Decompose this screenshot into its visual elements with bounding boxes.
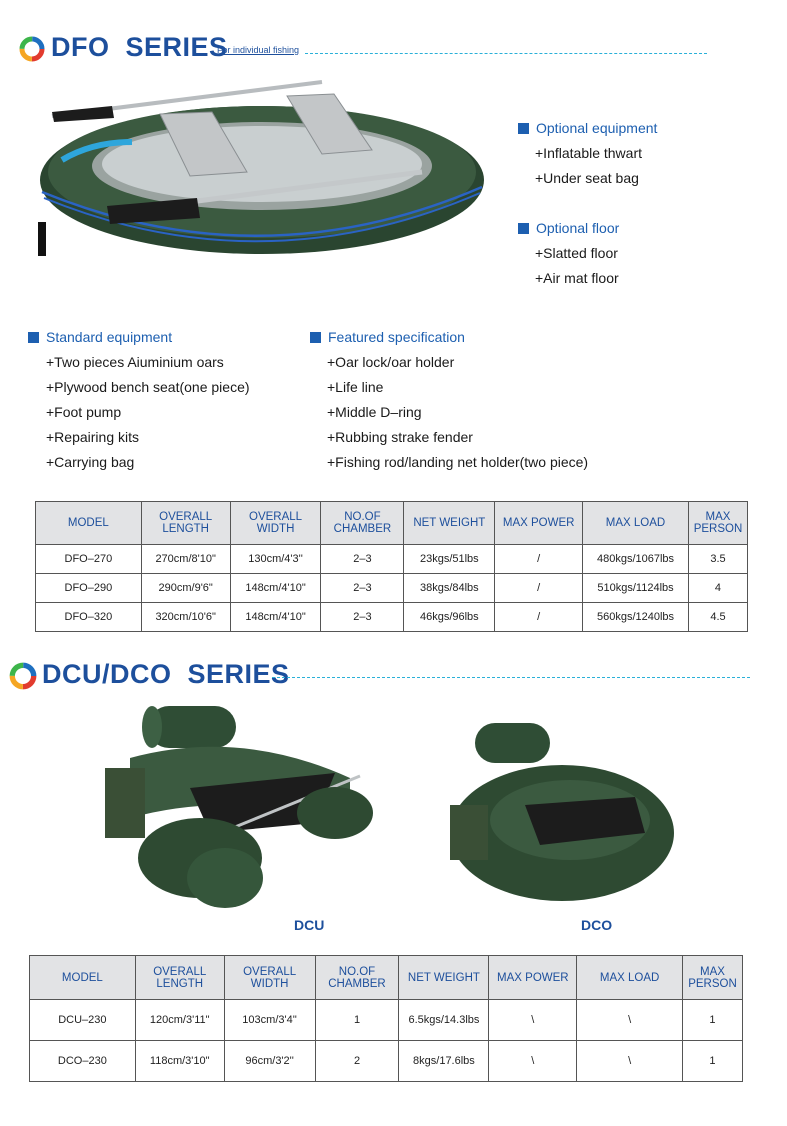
optional-floor-heading [518,220,619,236]
dfo-title-divider [305,53,707,54]
dcu-title-divider [272,677,750,678]
table-cell: 96cm/3'2'' [224,1041,315,1082]
table-header-cell: MODEL [36,502,142,545]
featured-specification-item: +Life line [327,379,384,395]
standard-equipment-item: +Two pieces Aiuminium oars [46,354,224,370]
table-cell: DCU–230 [30,1000,136,1041]
table-header-cell: NO.OF CHAMBER [321,502,404,545]
table-cell: 2–3 [321,603,404,632]
rainbow-ring-logo-icon [8,661,38,691]
featured-specification-label: Featured specification [328,329,465,345]
table-header-cell: NET WEIGHT [404,502,495,545]
dcu-float-tube-image [100,698,380,913]
table-header-cell: MAX PERSON [688,502,747,545]
square-bullet-icon [518,223,529,234]
table-cell: 6.5kgs/14.3lbs [399,1000,489,1041]
standard-equipment-item: +Foot pump [46,404,122,420]
dfo-spec-table [35,501,748,632]
dfo-subtitle: For individual fishing [217,45,300,55]
table-cell: DFO–320 [36,603,142,632]
standard-equipment-item: +Repairing kits [46,429,139,445]
table-row [36,545,748,574]
table-cell: 290cm/9'6" [141,574,230,603]
table-header-cell: MAX POWER [495,502,583,545]
optional-floor-item: +Air mat floor [535,270,619,286]
table-cell: 2 [315,1041,399,1082]
optional-floor-item: +Slatted floor [535,245,618,261]
table-cell: 120cm/3'11" [135,1000,224,1041]
table-row [36,603,748,632]
table-header-cell: NO.OF CHAMBER [315,956,399,1000]
optional-floor-label: Optional floor [536,220,620,236]
standard-equipment-heading [28,329,172,345]
dco-float-tube-image [445,715,680,905]
table-cell: 46kgs/96lbs [404,603,495,632]
square-bullet-icon [28,332,39,343]
optional-equipment-label: Optional equipment [536,120,658,136]
table-cell: 4.5 [688,603,747,632]
table-header-cell: NET WEIGHT [399,956,489,1000]
featured-specification-item: +Oar lock/oar holder [327,354,455,370]
square-bullet-icon [518,123,529,134]
dfo-boat-image [22,72,492,267]
standard-equipment-item: +Carrying bag [46,454,135,470]
table-header-cell: OVERALL LENGTH [135,956,224,1000]
table-cell: 1 [682,1000,742,1041]
table-cell: 560kgs/1240lbs [583,603,689,632]
table-cell: 1 [682,1041,742,1082]
dfo-table-header-row [36,502,748,545]
table-row [36,574,748,603]
table-cell: 118cm/3'10" [135,1041,224,1082]
table-cell: 103cm/3'4'' [224,1000,315,1041]
table-cell: DFO–290 [36,574,142,603]
table-row [30,1041,743,1082]
table-cell: 38kgs/84lbs [404,574,495,603]
table-cell: 270cm/8'10" [141,545,230,574]
table-cell: 4 [688,574,747,603]
optional-equipment-item: +Under seat bag [535,170,639,186]
table-cell: / [495,574,583,603]
table-cell: \ [489,1041,577,1082]
optional-equipment-item: +Inflatable thwart [535,145,643,161]
table-cell: \ [577,1000,683,1041]
table-cell: \ [577,1041,683,1082]
table-cell: 480kgs/1067lbs [583,545,689,574]
table-cell: 8kgs/17.6lbs [399,1041,489,1082]
table-cell: 1 [315,1000,399,1041]
optional-equipment-heading [518,120,657,136]
table-cell: 510kgs/1124lbs [583,574,689,603]
table-cell: 23kgs/51lbs [404,545,495,574]
featured-specification-heading [310,329,465,345]
square-bullet-icon [310,332,321,343]
table-cell: 2–3 [321,545,404,574]
table-header-cell: MODEL [30,956,136,1000]
table-header-cell: MAX LOAD [583,502,689,545]
standard-equipment-item: +Plywood bench seat(one piece) [46,379,250,395]
table-header-cell: MAX POWER [489,956,577,1000]
table-header-cell: OVERALL WIDTH [230,502,321,545]
featured-specification-item: +Middle D–ring [327,404,422,420]
dcu-table-header-row [30,956,743,1000]
table-cell: / [495,603,583,632]
table-cell: 130cm/4'3'' [230,545,321,574]
table-header-cell: OVERALL LENGTH [141,502,230,545]
table-row [30,1000,743,1041]
featured-specification-item: +Rubbing strake fender [327,429,473,445]
standard-equipment-label: Standard equipment [46,329,173,345]
table-cell: 148cm/4'10" [230,574,321,603]
dcu-spec-table [29,955,743,1082]
table-cell: 320cm/10'6" [141,603,230,632]
table-cell: DFO–270 [36,545,142,574]
dfo-series-title: DFO SERIES [51,32,228,62]
table-cell: 2–3 [321,574,404,603]
table-cell: DCO–230 [30,1041,136,1082]
table-header-cell: OVERALL WIDTH [224,956,315,1000]
table-cell: 148cm/4'10" [230,603,321,632]
featured-specification-item: +Fishing rod/landing net holder(two piece) [327,454,589,470]
table-cell: \ [489,1000,577,1041]
dco-caption: DCO [581,917,613,933]
table-cell: 3.5 [688,545,747,574]
table-header-cell: MAX PERSON [682,956,742,1000]
dcu-series-title: DCU/DCO SERIES [42,659,290,689]
rainbow-ring-logo-icon [18,35,46,63]
table-cell: / [495,545,583,574]
table-header-cell: MAX LOAD [577,956,683,1000]
dcu-caption: DCU [294,917,325,933]
